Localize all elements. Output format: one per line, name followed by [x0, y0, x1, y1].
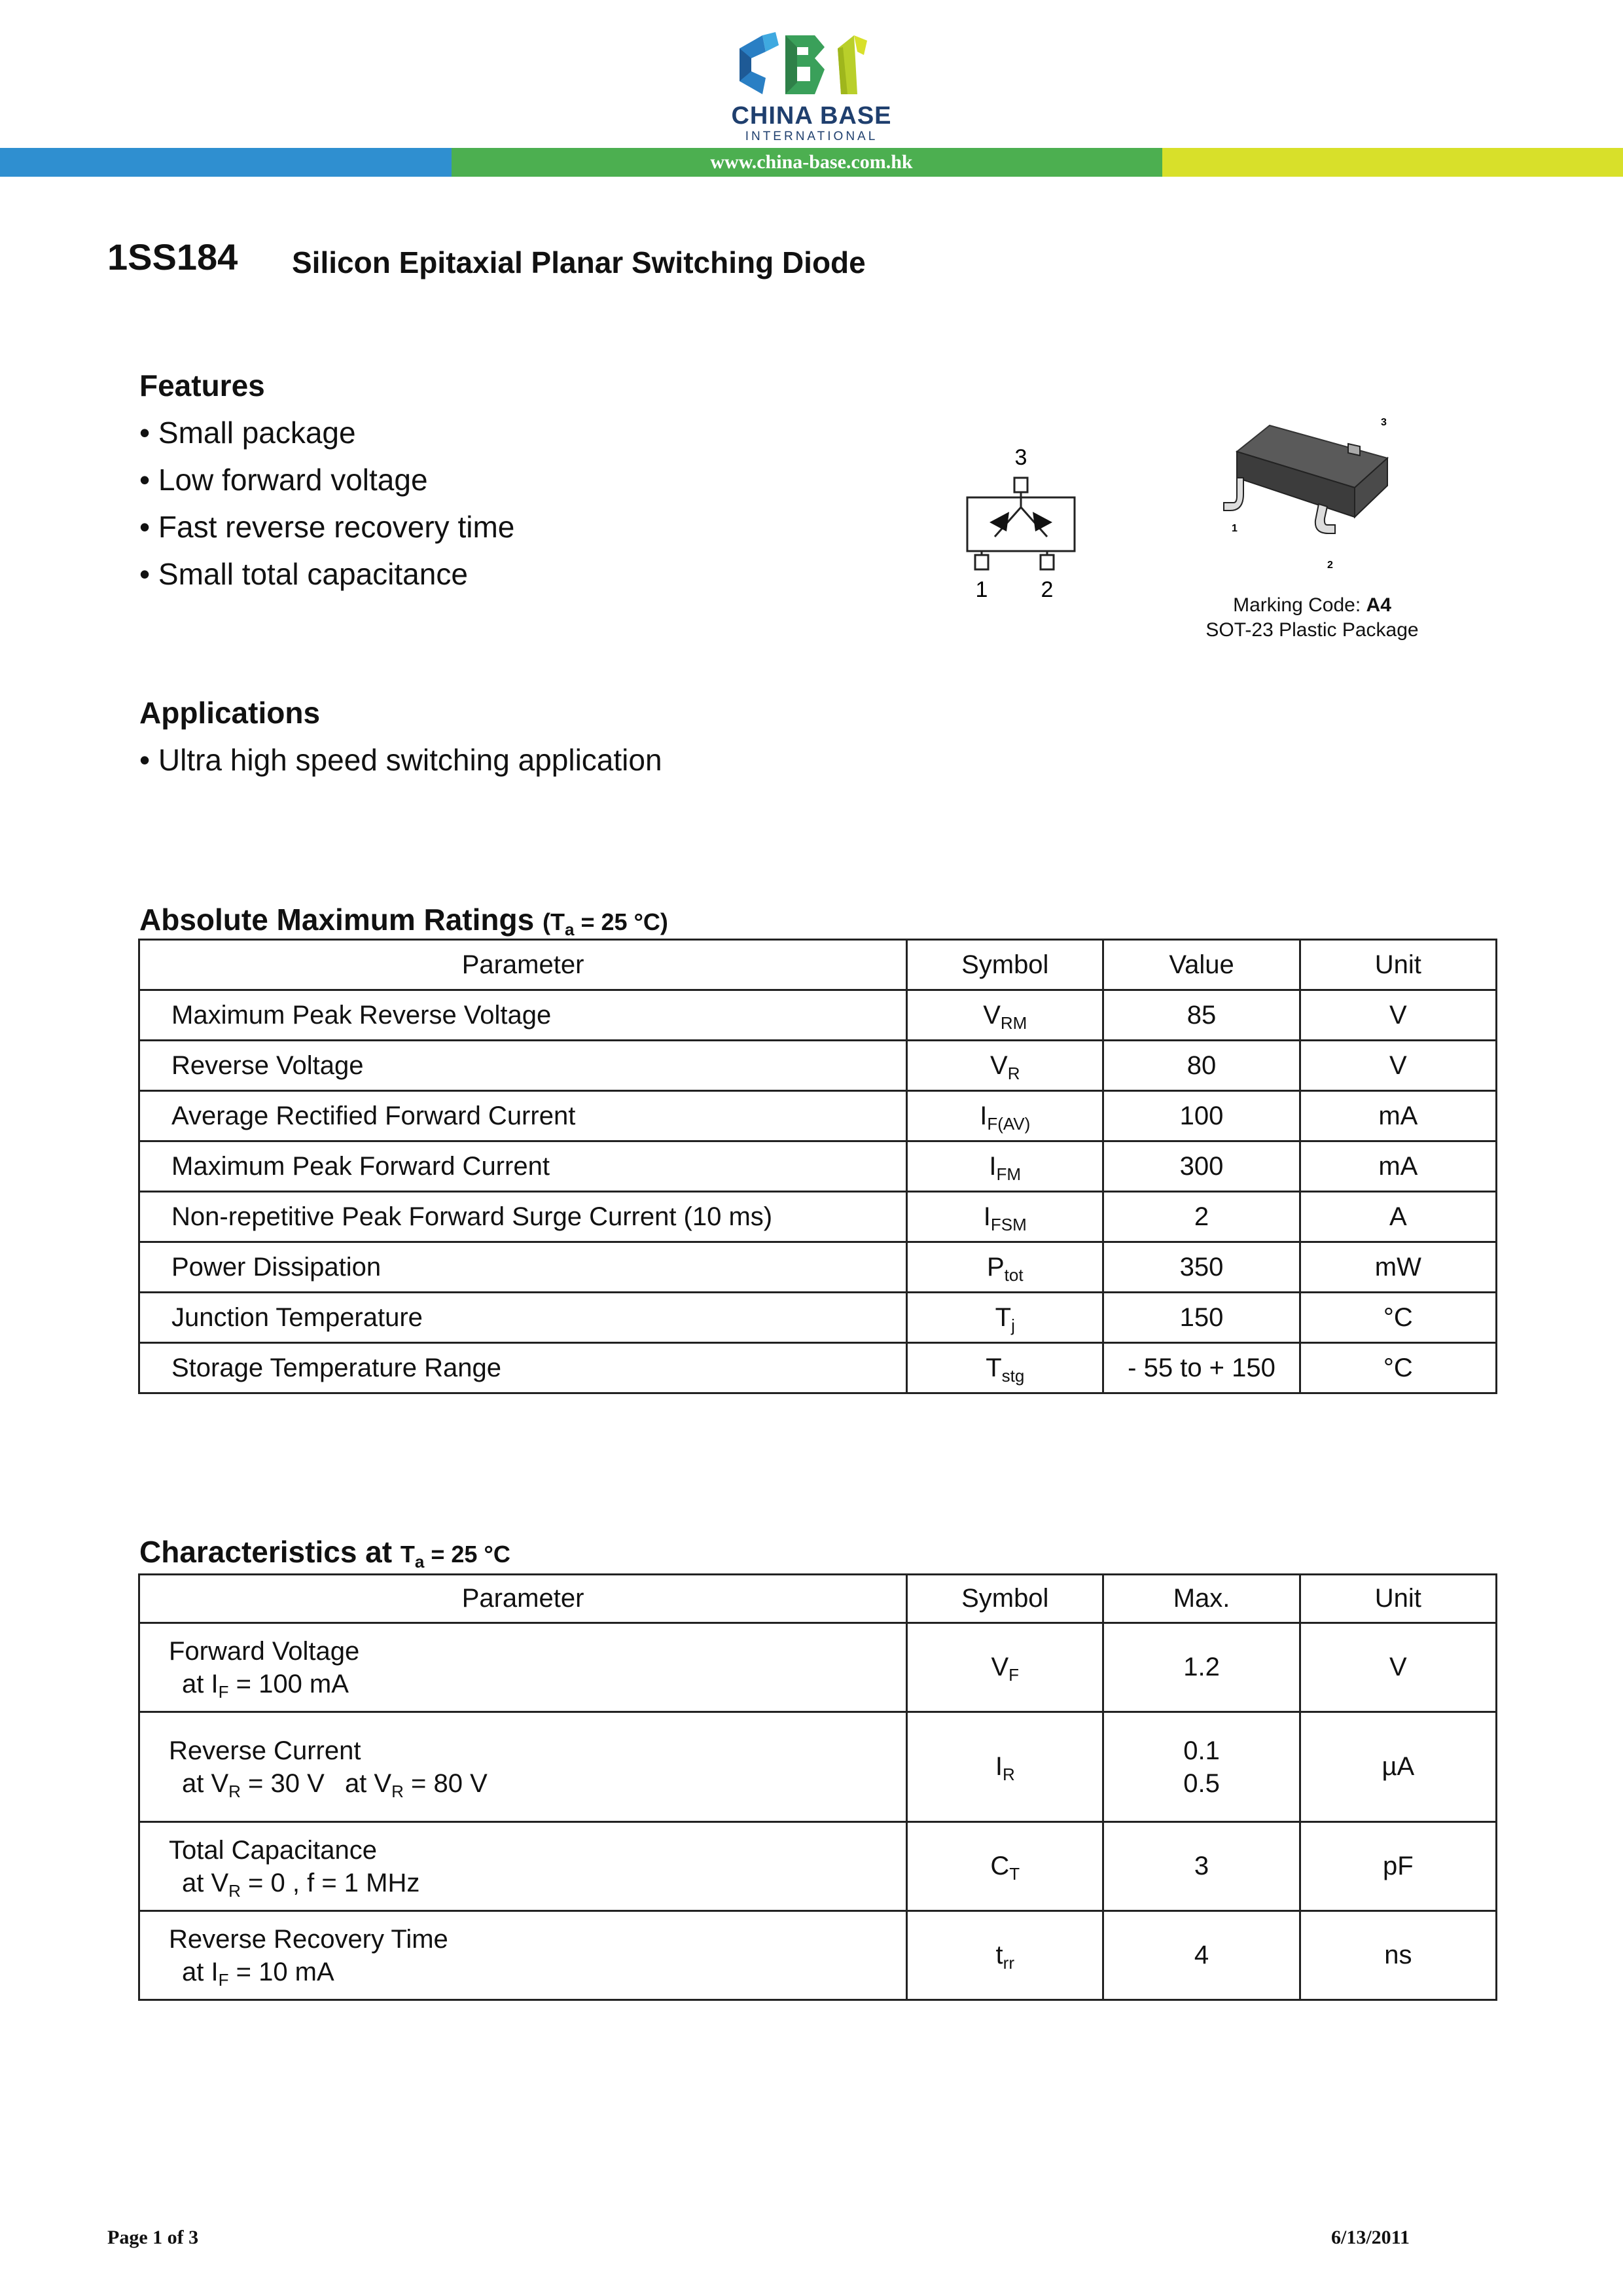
part-number: 1SS184: [107, 236, 238, 278]
application-item: • Ultra high speed switching application: [139, 743, 662, 777]
marking-code-value: A4: [1366, 594, 1391, 616]
page-number: Page 1 of 3: [107, 2227, 199, 2248]
table-row: Junction Temperature $T_j$ 150 °C: [139, 1293, 1497, 1343]
characteristics-table: [138, 1573, 1497, 2001]
package-name: SOT-23 Plastic Package: [1205, 619, 1419, 641]
col-header-max: Max.: [1103, 1575, 1300, 1623]
absolute-maximum-ratings-table: [138, 939, 1497, 1394]
document-date: 6/13/2011: [1330, 2227, 1410, 2248]
col-header-parameter: Parameter: [139, 1575, 907, 1623]
pkg-pin3-label: 3: [1381, 417, 1387, 428]
pin1-label: 1: [975, 577, 988, 602]
table-row: Reverse Voltage $V_R$ 80 V: [139, 1041, 1497, 1091]
table-row: Forward Voltage at $I_F = 100$ mA $V_F$ 1.2 V: [139, 1623, 1497, 1712]
col-header-parameter: Parameter: [139, 940, 907, 990]
table-row: Average Rectified Forward Current $I_{F(AV)}$ 100 mA: [139, 1091, 1497, 1141]
pin2-label: 2: [1041, 577, 1054, 602]
website-url[interactable]: www.china-base.com.hk: [710, 151, 913, 173]
feature-item: • Low forward voltage: [139, 463, 428, 497]
pin3-label: 3: [1014, 445, 1027, 470]
table-row: Total Capacitance at $V_R = 0$ , f = 1 MHz $C_T$ 3 pF: [139, 1822, 1497, 1911]
feature-item: • Fast reverse recovery time: [139, 510, 515, 544]
features-heading: Features: [139, 368, 265, 403]
amr-title: Absolute Maximum Ratings ($T_a = 25$ °C): [139, 903, 668, 939]
marking-code: Marking Code: A4: [1233, 594, 1391, 616]
pkg-pin2-label: 2: [1327, 560, 1333, 571]
part-description: Silicon Epitaxial Planar Switching Diode: [292, 245, 866, 279]
logo-text: CBI: [726, 22, 728, 23]
table-row: Reverse Current at $V_R = 30$ V at $V_R = 80$ V $I_R$ 0.1 0.5 µA: [139, 1712, 1497, 1822]
pinout-schematic: [955, 445, 1080, 602]
bar-segment-blue: [0, 148, 452, 177]
company-name: CHINA BASE: [731, 102, 892, 130]
applications-heading: Applications: [139, 696, 321, 730]
col-header-unit: Unit: [1300, 940, 1496, 990]
pkg-pin1-label: 1: [1232, 523, 1238, 534]
col-header-symbol: Symbol: [907, 940, 1103, 990]
table-row: Maximum Peak Forward Current $I_{FM}$ 300 mA: [139, 1141, 1497, 1192]
feature-item: • Small package: [139, 416, 356, 450]
company-subtitle: INTERNATIONAL: [745, 130, 878, 143]
col-header-symbol: Symbol: [907, 1575, 1103, 1623]
sot23-package-drawing: [1217, 412, 1400, 576]
table-row: Reverse Recovery Time at $I_F = 10$ mA $t_{rr}$ 4 ns: [139, 1911, 1497, 2000]
col-header-value: Value: [1103, 940, 1300, 990]
table-row: Non-repetitive Peak Forward Surge Current (10 ms) $I_{FSM}$ 2 A: [139, 1192, 1497, 1242]
characteristics-title: Characteristics at $T_a = 25$ °C: [139, 1535, 510, 1571]
table-row: Storage Temperature Range $T_{stg}$ - 55 to + 150 °C: [139, 1343, 1497, 1393]
bar-segment-yellow: [1162, 148, 1623, 177]
table-row: Power Dissipation $P_{tot}$ 350 mW: [139, 1242, 1497, 1293]
col-header-unit: Unit: [1300, 1575, 1496, 1623]
table-row: Maximum Peak Reverse Voltage $V_{RM}$ 85 V: [139, 990, 1497, 1041]
feature-item: • Small total capacitance: [139, 557, 468, 591]
